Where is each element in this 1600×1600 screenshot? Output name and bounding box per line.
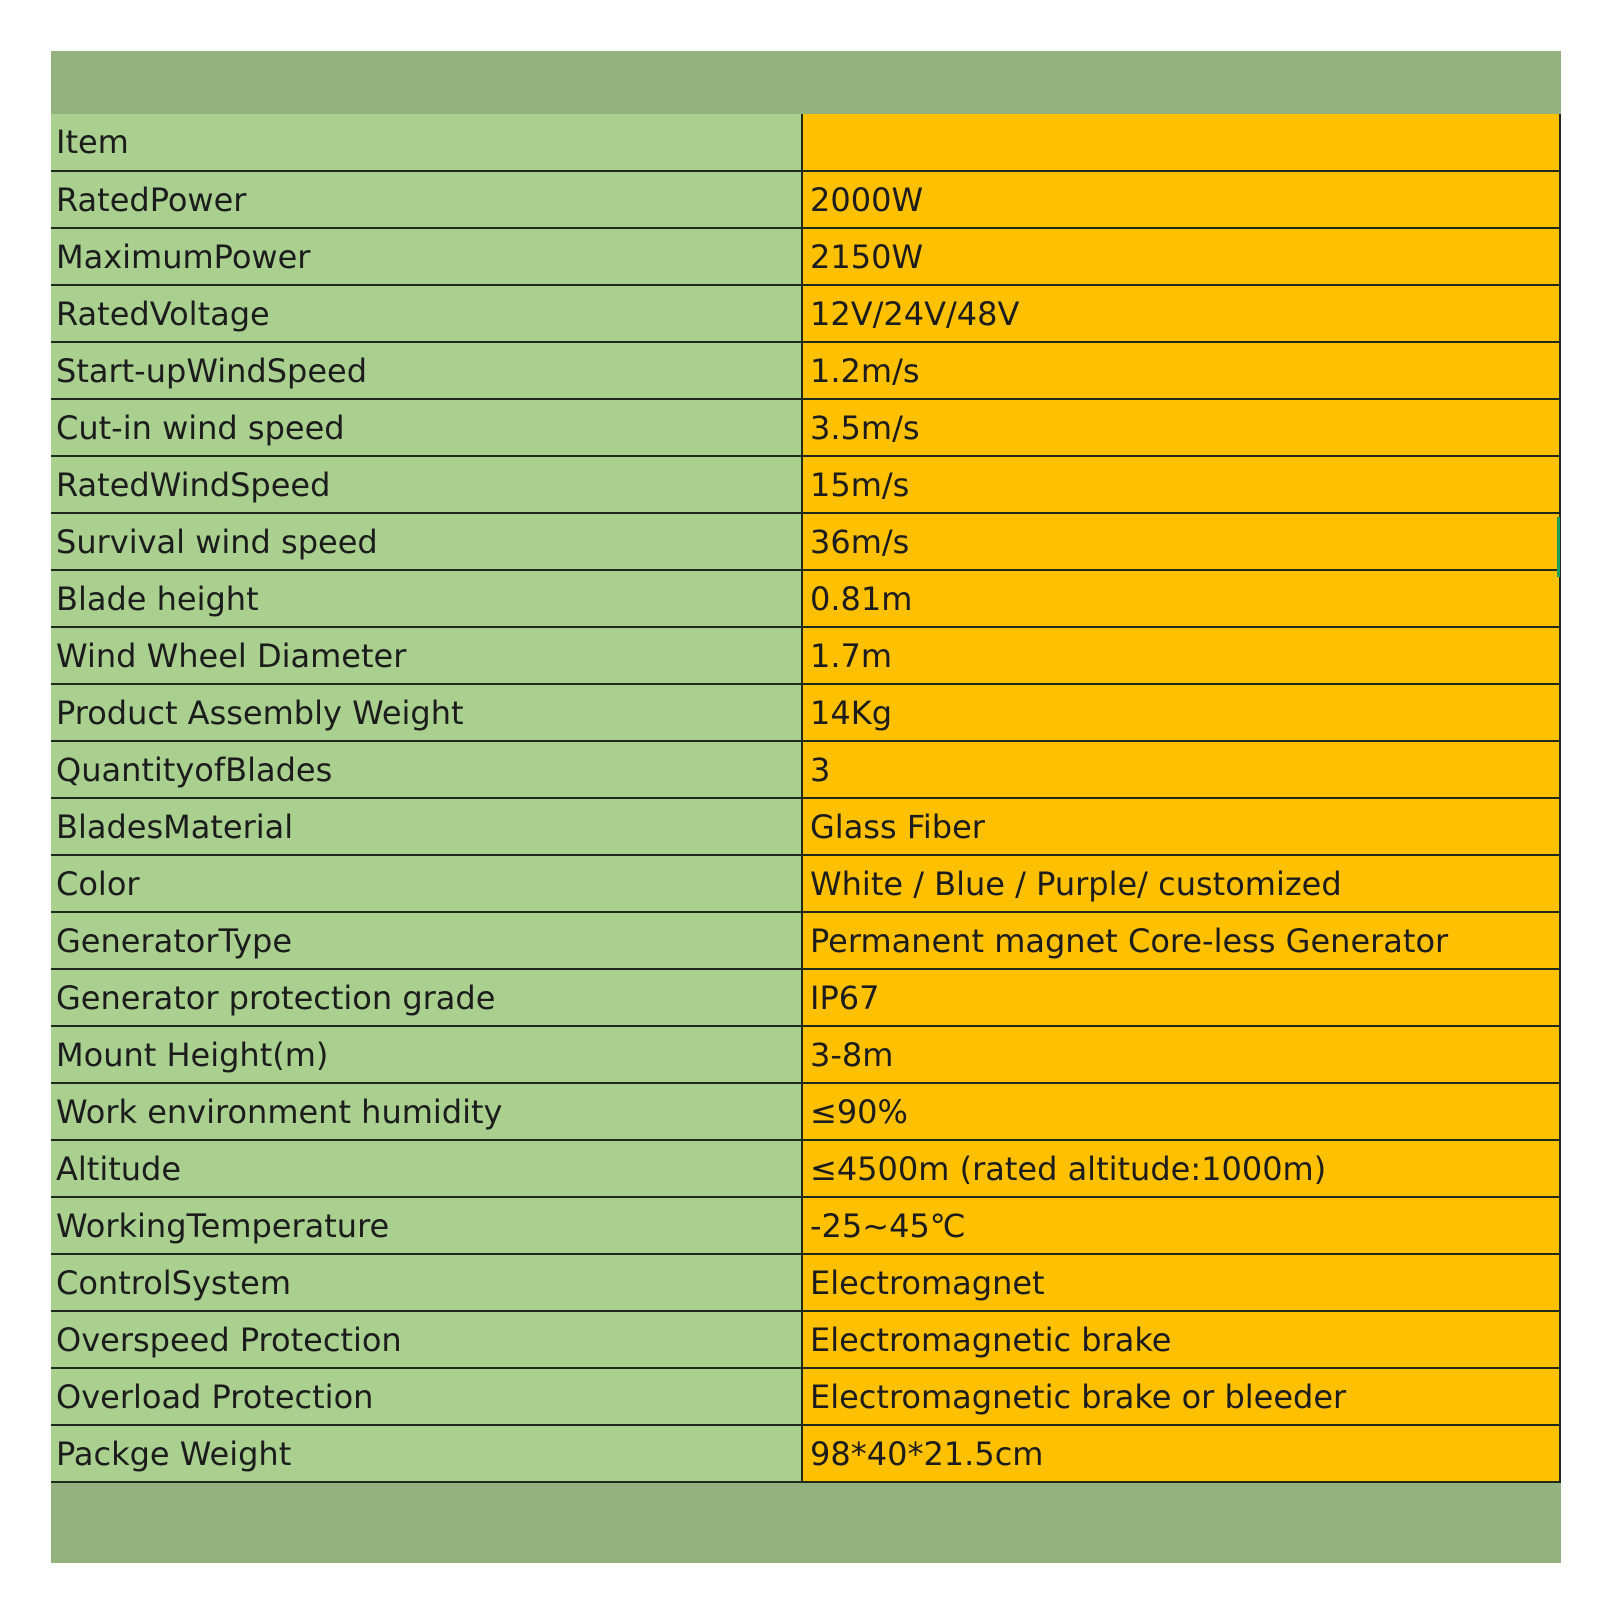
table-row	[51, 1254, 1560, 1311]
table-row	[51, 1197, 1560, 1254]
row-value[interactable]: Electromagnet	[802, 1254, 1560, 1311]
row-value[interactable]: 2000W	[802, 171, 1560, 228]
table-row	[51, 513, 1560, 570]
table-row	[51, 1083, 1560, 1140]
row-value[interactable]: 36m/s	[802, 513, 1560, 570]
row-label[interactable]: Product Assembly Weight	[51, 684, 802, 741]
table-row	[51, 342, 1560, 399]
table-row	[51, 399, 1560, 456]
row-label[interactable]: Blade height	[51, 570, 802, 627]
table-row	[51, 228, 1560, 285]
table-row	[51, 456, 1560, 513]
row-value[interactable]: 2150W	[802, 228, 1560, 285]
row-label[interactable]: Work environment humidity	[51, 1083, 802, 1140]
row-value[interactable]: Electromagnetic brake or bleeder	[802, 1368, 1560, 1425]
table-row	[51, 1311, 1560, 1368]
table-row	[51, 969, 1560, 1026]
table-row	[51, 1140, 1560, 1197]
row-value[interactable]: 1.2m/s	[802, 342, 1560, 399]
row-value[interactable]: Electromagnetic brake	[802, 1311, 1560, 1368]
row-value[interactable]: 12V/24V/48V	[802, 285, 1560, 342]
row-label[interactable]: Wind Wheel Diameter	[51, 627, 802, 684]
table-row	[51, 798, 1560, 855]
row-label[interactable]: QuantityofBlades	[51, 741, 802, 798]
table-row	[51, 741, 1560, 798]
table-row	[51, 912, 1560, 969]
row-label[interactable]: Packge Weight	[51, 1425, 802, 1482]
table-row	[51, 285, 1560, 342]
row-label[interactable]: MaximumPower	[51, 228, 802, 285]
row-value[interactable]: 3	[802, 741, 1560, 798]
row-value[interactable]: 14Kg	[802, 684, 1560, 741]
row-label[interactable]: Generator protection grade	[51, 969, 802, 1026]
table-row	[51, 855, 1560, 912]
row-label[interactable]: RatedPower	[51, 171, 802, 228]
row-label[interactable]: RatedWindSpeed	[51, 456, 802, 513]
row-value[interactable]: 1.7m	[802, 627, 1560, 684]
row-label[interactable]: Altitude	[51, 1140, 802, 1197]
spec-table	[51, 114, 1561, 1483]
table-row	[51, 1368, 1560, 1425]
row-label[interactable]: Item	[51, 114, 802, 171]
row-value[interactable]: 3.5m/s	[802, 399, 1560, 456]
row-value[interactable]: Permanent magnet Core-less Generator	[802, 912, 1560, 969]
row-value[interactable]: Glass Fiber	[802, 798, 1560, 855]
row-value[interactable]: ≤4500m (rated altitude:1000m)	[802, 1140, 1560, 1197]
row-label[interactable]: Survival wind speed	[51, 513, 802, 570]
row-value[interactable]: 98*40*21.5cm	[802, 1425, 1560, 1482]
row-label[interactable]: GeneratorType	[51, 912, 802, 969]
row-label[interactable]: Color	[51, 855, 802, 912]
row-label[interactable]: Overload Protection	[51, 1368, 802, 1425]
row-value[interactable]: -25~45℃	[802, 1197, 1560, 1254]
table-row	[51, 114, 1560, 171]
row-label[interactable]: ControlSystem	[51, 1254, 802, 1311]
table-row	[51, 684, 1560, 741]
row-label[interactable]: Mount Height(m)	[51, 1026, 802, 1083]
spec-table-body	[51, 114, 1560, 1482]
row-value[interactable]: IP67	[802, 969, 1560, 1026]
row-value[interactable]: 3-8m	[802, 1026, 1560, 1083]
table-row	[51, 1425, 1560, 1482]
row-value[interactable]	[802, 114, 1560, 171]
row-value[interactable]: White / Blue / Purple/ customized	[802, 855, 1560, 912]
table-row	[51, 627, 1560, 684]
table-row	[51, 1026, 1560, 1083]
row-value[interactable]: 15m/s	[802, 456, 1560, 513]
row-label[interactable]: WorkingTemperature	[51, 1197, 802, 1254]
row-label[interactable]: Start-upWindSpeed	[51, 342, 802, 399]
table-row	[51, 171, 1560, 228]
row-value[interactable]: 0.81m	[802, 570, 1560, 627]
row-value[interactable]: ≤90%	[802, 1083, 1560, 1140]
row-label[interactable]: Cut-in wind speed	[51, 399, 802, 456]
table-row	[51, 570, 1560, 627]
row-label[interactable]: RatedVoltage	[51, 285, 802, 342]
row-label[interactable]: Overspeed Protection	[51, 1311, 802, 1368]
row-label[interactable]: BladesMaterial	[51, 798, 802, 855]
cell-selection-marker	[1557, 517, 1560, 577]
